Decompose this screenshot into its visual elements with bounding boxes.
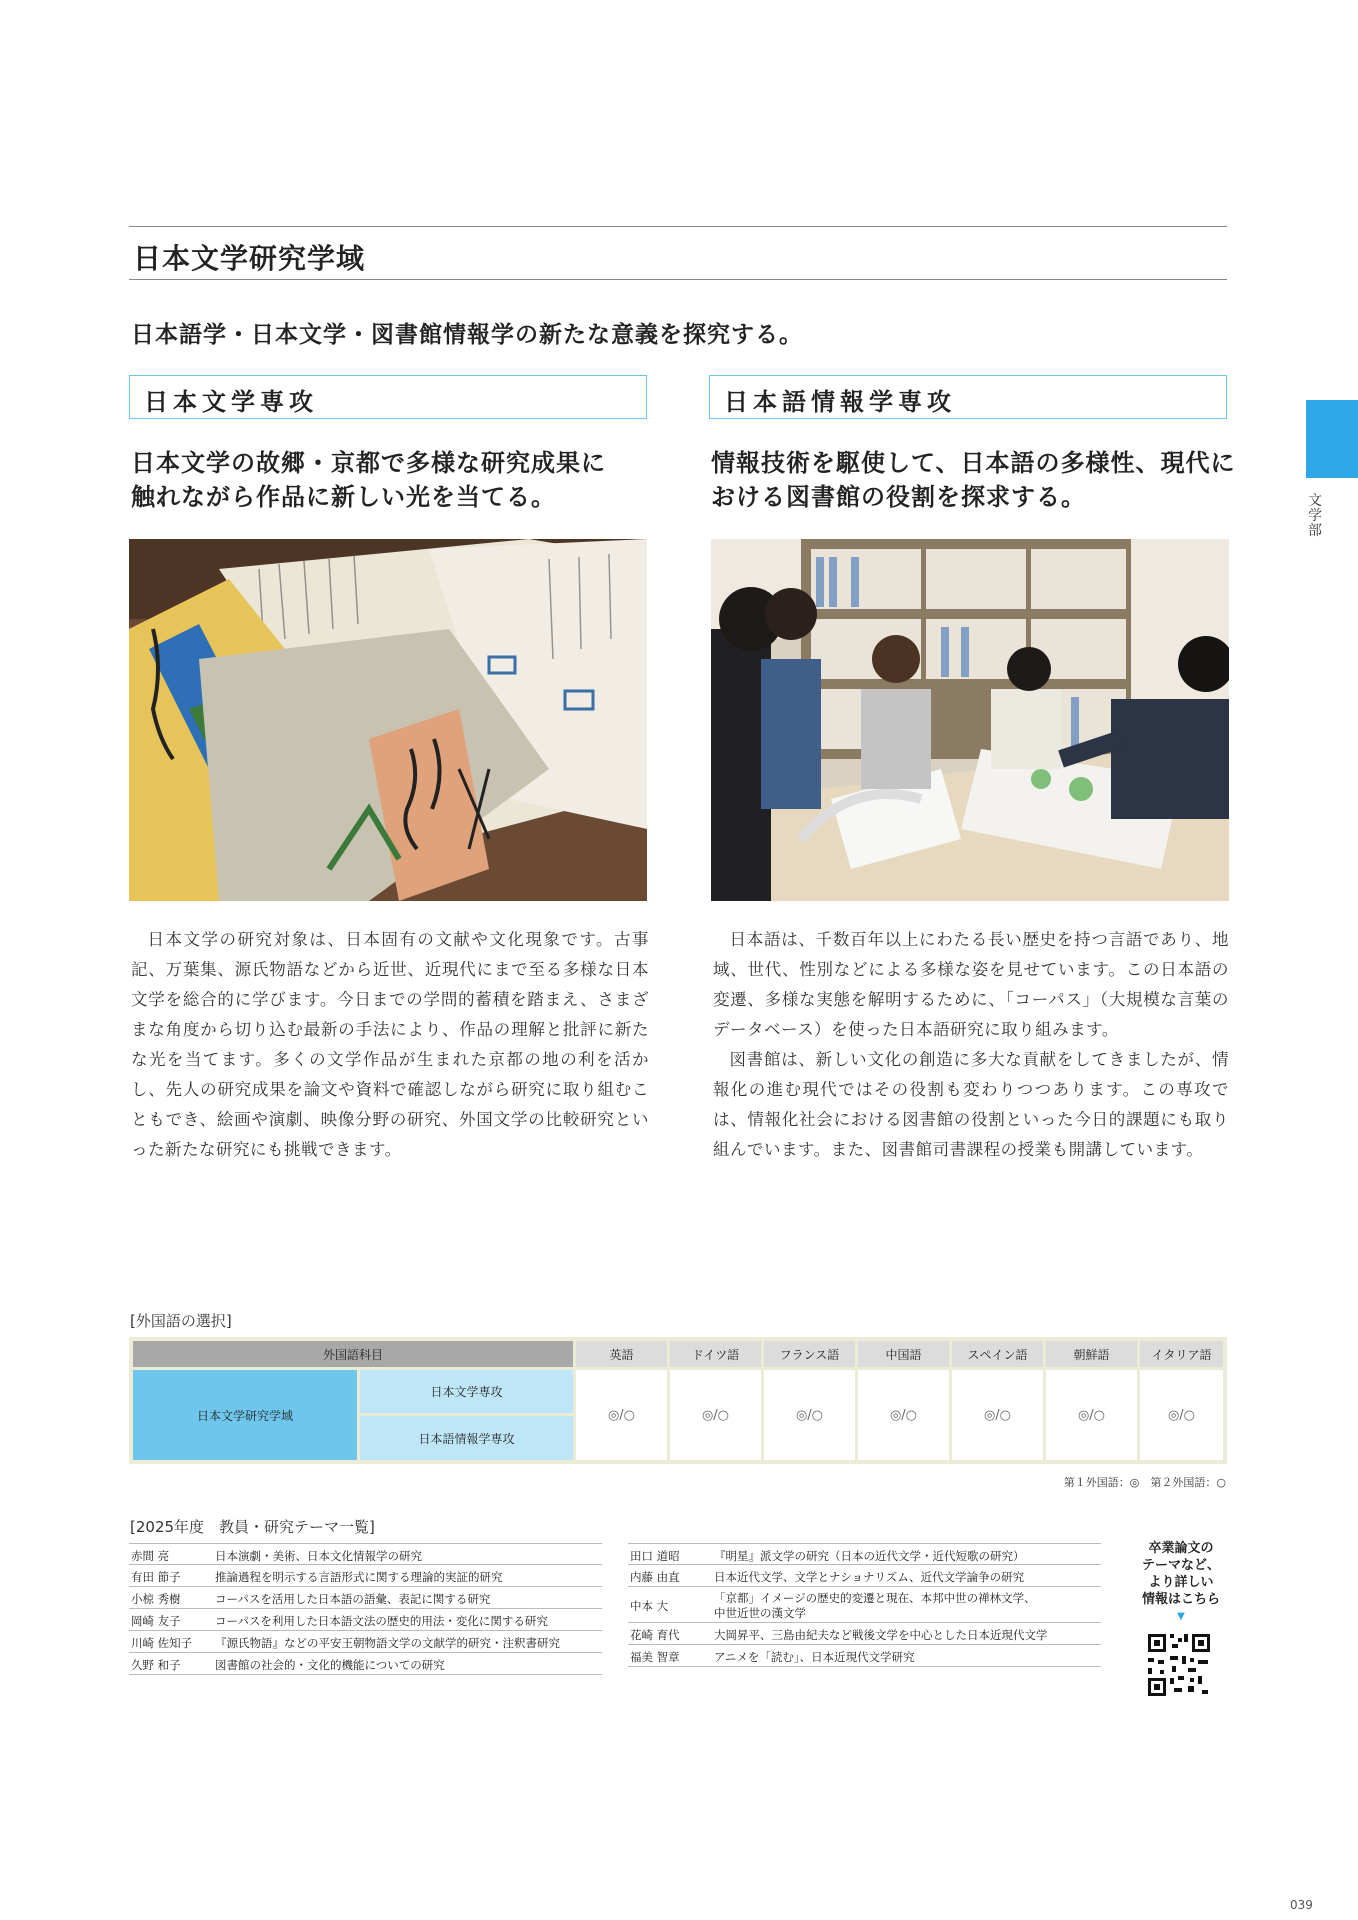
language-header-main: 外国語科目 — [133, 1341, 573, 1367]
headline-line: 情報技術を駆使して、日本語の多様性、現代に — [711, 449, 1236, 477]
qr-caption-line: テーマなど、 — [1141, 1558, 1220, 1573]
language-table — [129, 1337, 1227, 1464]
language-col-header: 中国語 — [858, 1341, 949, 1367]
faculty-name: 福美 智章 — [630, 1650, 680, 1664]
language-table-label: [外国語の選択] — [130, 1312, 232, 1330]
section-tagline: 日本語学・日本文学・図書館情報学の新たな意義を探究する。 — [131, 322, 803, 348]
qr-code-icon[interactable] — [1146, 1632, 1212, 1698]
body-paragraph: 図書館は、新しい文化の創造に多大な貢献をしてきましたが、情報化の進む現代ではその役割も変わりつつあります。この専攻では、情報化社会における図書館の役割といった今日的課題にも取り組んでいます。また、図書館司書課程の授業も開講しています。 — [713, 1050, 1229, 1159]
faculty-list-label: [2025年度 教員・研究テーマ一覧] — [130, 1518, 375, 1536]
faculty-row — [628, 1645, 1101, 1667]
body-paragraph: 日本文学の研究対象は、日本固有の文献や文化現象です。古事記、万葉集、源氏物語などから近世、近現代にまで至る多様な日本文学を総合的に学びます。今日までの学問的蓄積を踏まえ、さまざまな角度から切り込む最新の手法により、作品の理解と批評に新たな光を当てます。多くの文学作品が生まれた京都の地の利を活かし、先人の研究成果を論文や資料で確認しながら研究に取り組むこともでき、絵画や演劇、映像分野の研究、外国文学の比較研究といった新たな研究にも挑戦できます。 — [131, 930, 649, 1159]
faculty-row — [129, 1565, 602, 1587]
faculty-theme: アニメを「読む」、日本近現代文学研究 — [714, 1650, 915, 1664]
faculty-theme: 推論過程を明示する言語形式に関する理論的実証的研究 — [215, 1570, 503, 1584]
faculty-name: 中本 大 — [630, 1599, 669, 1613]
major-box-info — [709, 375, 1227, 419]
major-headline-literature — [131, 446, 651, 514]
students-illustration — [711, 539, 1229, 901]
headline-line: 触れながら作品に新しい光を当てる。 — [131, 483, 556, 511]
language-domain-cell: 日本文学研究学域 — [133, 1370, 357, 1460]
faculty-row — [129, 1653, 602, 1675]
faculty-theme: 「京都」イメージの歴史的変遷と現在、本邦中世の禅林文学、 — [714, 1591, 1036, 1605]
faculty-side-label: 文学部 — [1308, 493, 1322, 539]
qr-caption — [1132, 1540, 1230, 1625]
headline-line: 日本文学の故郷・京都で多様な研究成果に — [131, 449, 606, 477]
language-col-header: スペイン語 — [952, 1341, 1043, 1367]
faculty-name: 小椋 秀樹 — [131, 1592, 181, 1606]
language-value-cell: ◎/○ — [858, 1370, 949, 1460]
faculty-row — [129, 1587, 602, 1609]
language-col-header: 英語 — [576, 1341, 667, 1367]
faculty-theme: コーパスを活用した日本語の語彙、表記に関する研究 — [215, 1592, 491, 1606]
language-value-cell: ◎/○ — [576, 1370, 667, 1460]
faculty-name: 花崎 育代 — [630, 1628, 680, 1642]
language-major-cell: 日本文学専攻 — [360, 1370, 573, 1413]
faculty-name: 赤間 亮 — [131, 1549, 170, 1563]
page-number: 039 — [1290, 1898, 1313, 1912]
language-col-header: イタリア語 — [1140, 1341, 1223, 1367]
photo-students-model — [711, 539, 1229, 901]
faculty-row — [129, 1631, 602, 1653]
headline-line: おける図書館の役割を探求する。 — [711, 483, 1086, 511]
faculty-row — [628, 1587, 1101, 1623]
major-body-literature — [131, 925, 649, 1165]
faculty-side-tab — [1306, 400, 1358, 478]
language-value-cell: ◎/○ — [1140, 1370, 1223, 1460]
faculty-row — [129, 1609, 602, 1631]
section-title: 日本文学研究学域 — [133, 242, 366, 275]
faculty-theme: コーパスを利用した日本語文法の歴史的用法・変化に関する研究 — [215, 1614, 548, 1628]
body-paragraph: 日本語は、千数百年以上にわたる長い歴史を持つ言語であり、地域、世代、性別などによる多様な姿を見せています。この日本語の変遷、多様な実態を解明するために、「コーパス」（大規模な言葉のデータベース）を使った日本語研究に取り組みます。 — [713, 930, 1229, 1039]
faculty-row — [628, 1565, 1101, 1587]
language-col-header: 朝鮮語 — [1046, 1341, 1137, 1367]
major-name: 日本語情報学専攻 — [724, 388, 956, 416]
faculty-theme: 大岡昇平、三島由紀夫など戦後文学を中心とした日本近現代文学 — [714, 1628, 1048, 1642]
language-col-header: ドイツ語 — [670, 1341, 761, 1367]
major-body-info — [713, 925, 1229, 1165]
language-legend: 第１外国語：◎ 第２外国語：○ — [1063, 1476, 1226, 1489]
faculty-name: 内藤 由直 — [630, 1570, 680, 1584]
major-name: 日本文学専攻 — [144, 388, 318, 416]
language-value-cell: ◎/○ — [952, 1370, 1043, 1460]
faculty-theme: 『源氏物語』などの平安王朝物語文学の文献学的研究・注釈書研究 — [215, 1636, 560, 1650]
qr-caption-line: 情報はこちら — [1141, 1592, 1220, 1607]
language-major-cell: 日本語情報学専攻 — [360, 1416, 573, 1460]
faculty-row — [129, 1543, 602, 1565]
language-value-cell: ◎/○ — [1046, 1370, 1137, 1460]
faculty-name: 岡崎 友子 — [131, 1614, 181, 1628]
language-value-cell: ◎/○ — [764, 1370, 855, 1460]
photo-old-books — [129, 539, 647, 901]
faculty-name: 川崎 佐知子 — [131, 1636, 193, 1650]
down-arrow-icon: ▼ — [1177, 1611, 1185, 1622]
language-col-header: フランス語 — [764, 1341, 855, 1367]
faculty-name: 田口 道昭 — [630, 1549, 680, 1563]
section-title-bar — [129, 226, 1227, 280]
faculty-theme: 日本演劇・美術、日本文化情報学の研究 — [215, 1549, 422, 1563]
faculty-theme: 中世近世の漢文学 — [714, 1606, 806, 1620]
qr-caption-line: より詳しい — [1148, 1575, 1214, 1590]
qr-caption-line: 卒業論文の — [1148, 1541, 1214, 1556]
faculty-theme: 日本近代文学、文学とナショナリズム、近代文学論争の研究 — [714, 1570, 1025, 1584]
faculty-theme: 図書館の社会的・文化的機能についての研究 — [215, 1658, 445, 1672]
major-headline-info — [711, 446, 1241, 514]
faculty-row — [628, 1543, 1101, 1565]
faculty-row — [628, 1623, 1101, 1645]
faculty-name: 久野 和子 — [131, 1658, 181, 1672]
faculty-name: 有田 節子 — [131, 1570, 181, 1584]
language-value-cell: ◎/○ — [670, 1370, 761, 1460]
old-books-illustration — [129, 539, 647, 901]
faculty-theme: 『明星』派文学の研究（日本の近代文学・近代短歌の研究） — [714, 1549, 1025, 1563]
major-box-literature — [129, 375, 647, 419]
